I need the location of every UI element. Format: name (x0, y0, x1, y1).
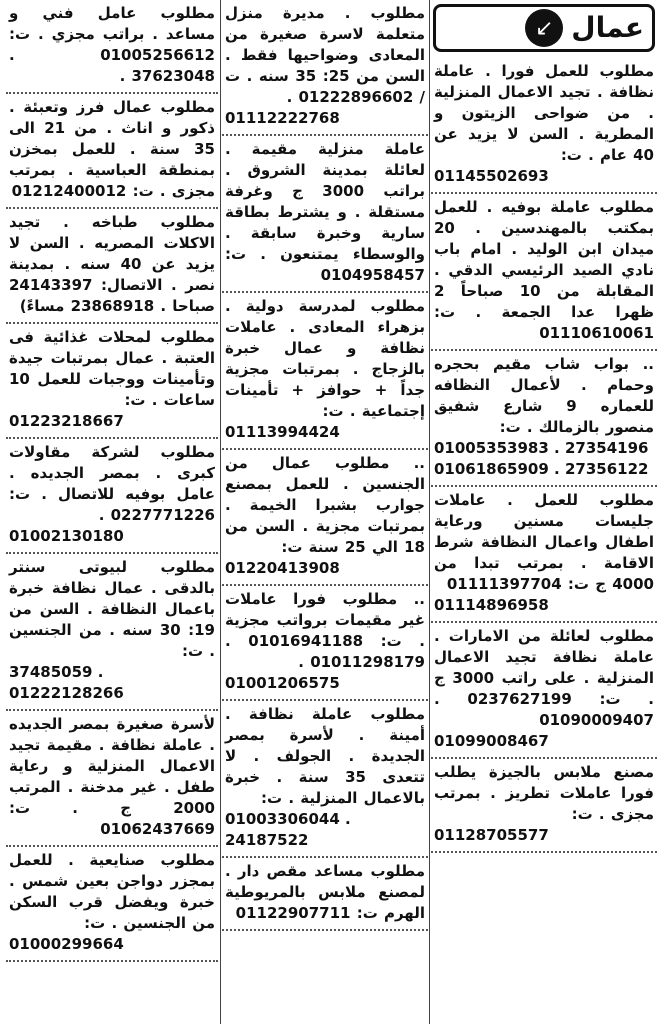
ad-phone: 01112222768 (225, 109, 340, 127)
ad-phone: 01128705577 (434, 826, 549, 844)
ad-text: مطلوب لشركة مقاولات كبرى . بمصر الجديده . عامل بوفيه للاتصال . ت: 0227771226 . (9, 443, 215, 524)
classified-ad (6, 554, 218, 711)
classified-ad (431, 58, 657, 194)
classified-ad (431, 351, 657, 487)
ad-phone: 01001206575 (225, 674, 340, 692)
ad-phone: 01061865909 . 27356122 (434, 460, 649, 478)
ad-text: مصنع ملابس بالجيزة يطلب فورا عاملات تطريز . بمرتب مجزى . ت: (434, 763, 654, 823)
classified-ad (6, 711, 218, 847)
ad-phone: 01000299664 (9, 935, 124, 953)
ad-phone: 01003306044 . 24187522 (225, 810, 351, 849)
ad-text: مطلوب عاملة بوفيه . للعمل بمكتب بالمهندسين . 20 ميدان ابن الوليد . امام باب نادي الصيد الرئيسي الدقي . المقابلة من 10 صباحاً 2 ظهرا عدا الجمعة . ت: 01110610061 (434, 198, 655, 342)
section-title: عمال (571, 11, 644, 44)
ad-phone: 01099008467 (434, 732, 549, 750)
classified-ad (222, 701, 428, 858)
classified-ad (6, 439, 218, 554)
classified-ad (431, 623, 657, 759)
ad-text: مطلوب لعائلة من الامارات . عاملة نظافة تجيد الاعمال المنزلية . على راتب 3000 ج . ت: 0237627199 . 01090009407 (434, 627, 655, 729)
ad-phone: 01145502693 (434, 167, 549, 185)
classified-ad (6, 847, 218, 962)
column-divider (220, 0, 221, 1024)
ad-text: مطلوب لمحلات غذائية فى العتبة . عمال بمرتبات جيدة وتأمينات ووجبات للعمل 10 ساعات . ت: (9, 328, 215, 409)
column-divider (429, 0, 430, 1024)
classified-ad (431, 759, 657, 853)
ad-text: مطلوب عامل فني و مساعد . براتب مجزي . ت: 01005256612 . 37623048 . (9, 4, 215, 85)
classified-ad (222, 0, 428, 136)
ad-text: مطلوب مساعد مقص دار . لمصنع ملابس بالمريوطية الهرم ت: 01122907711 (225, 862, 425, 922)
arrow-circle-icon: ↙ (525, 9, 563, 47)
middle-column (222, 0, 428, 1024)
left-column (6, 0, 218, 1024)
ad-text: مطلوب للعمل فورا . عاملة نظافة . تجيد الاعمال المنزلية . من ضواحى الزيتون و المطرية . السن لا يزيد عن 40 عام . ت: (434, 62, 654, 164)
ad-text: مطلوب لمدرسة دولية . بزهراء المعادى . عاملات نظافة و عمال خبرة بالزجاج . بمرتبات مجزية جداً + حوافز + تأمينات إجتماعية . ت: (225, 297, 425, 420)
ad-text: مطلوب للعمل . عاملات جليسات مسنين ورعاية اطفال واعمال النظافة شرط الاقامة . بمرتب تبدا من 4000 ج ت: 01111397704 (434, 491, 654, 593)
section-header (433, 4, 655, 52)
classified-ad (222, 586, 428, 701)
right-column (431, 0, 657, 1024)
classified-ad (6, 209, 218, 324)
ad-text: مطلوب صنايعية . للعمل بمجزر دواجن بعين شمس . خبرة ويفضل قرب السكن من الجنسين . ت: (9, 851, 215, 932)
ad-phone: 01002130180 (9, 527, 124, 545)
ad-phone: 01223218667 (9, 412, 124, 430)
ad-text: مطلوب عاملة نظافة . أمينة . لأسرة بمصر الجديدة . الجولف . لا تتعدى 35 سنة . خبرة بالاعمال المنزلية . ت: (225, 705, 425, 807)
classified-ad (6, 324, 218, 439)
classified-ad (431, 487, 657, 623)
classified-ad (6, 94, 218, 209)
ad-text: عاملة منزلية مقيمة . لعائلة بمدينة الشروق . براتب 3000 ج وغرفة مستقلة . و يشترط بطاقة سارية وخبرة سابقة . والوسطاء يمتنعون . ت: 0104958457 (225, 140, 425, 284)
classified-ad (431, 194, 657, 351)
classified-ad (222, 136, 428, 293)
ad-text: مطلوب لبيوتى سنتر بالدقى . عمال نظافة خبرة باعمال النظافة . السن من 19: 30 سنه . من الجنسين . ت: (9, 558, 215, 660)
ad-text: لأسرة صغيرة بمصر الجديده . عاملة نظافة . مقيمة تجيد الاعمال المنزلية و رعاية طفل . غير مدخنة . المرتب 2000 ج . ت: 01062437669 (9, 715, 215, 838)
ad-phone: 01220413908 (225, 559, 340, 577)
ad-phone: 01005353983 . 27354196 (434, 439, 649, 457)
ad-phone: 01114896958 (434, 596, 549, 614)
ad-phone: 01113994424 (225, 423, 340, 441)
ad-text: مطلوب عمال فرز وتعبئة . ذكور و اناث . من 21 الى 35 سنة . للعمل بمخزن بمنطقة العباسية . بمرتب مجزى . ت: 01212400012 (9, 98, 215, 200)
classified-ad (222, 858, 428, 931)
classified-ad (222, 293, 428, 450)
ad-text: مطلوب . مديرة منزل متعلمة لاسرة صغيرة من المعادى وضواحيها فقط . السن من 25: 35 سنه . ت / 01222896602 . (225, 4, 425, 106)
classified-ad (6, 0, 218, 94)
ad-text: مطلوب طباخه . تجيد الاكلات المصريه . السن لا يزيد عن 40 سنه . بمدينة نصر . الاتصال: 24143397 صباحا . 23868918 مساءً) (9, 213, 215, 315)
ad-text: .. مطلوب فورا عاملات غير مقيمات برواتب مجزية . ت: 01016941188 . 01011298179 . (225, 590, 426, 671)
classified-ad (222, 450, 428, 586)
ad-text: .. بواب شاب مقيم بحجره وحمام . لأعمال النظافه للعماره 9 شارع شفيق منصور بالزمالك . ت: (434, 355, 655, 436)
ad-text: .. مطلوب عمال من الجنسين . للعمل بمصنع جوارب بشبرا الخيمة . بمرتبات مجزية . السن من 18 الي 25 سنة ت: (225, 454, 425, 556)
ad-phone: 37485059 . 01222128266 (9, 663, 124, 702)
